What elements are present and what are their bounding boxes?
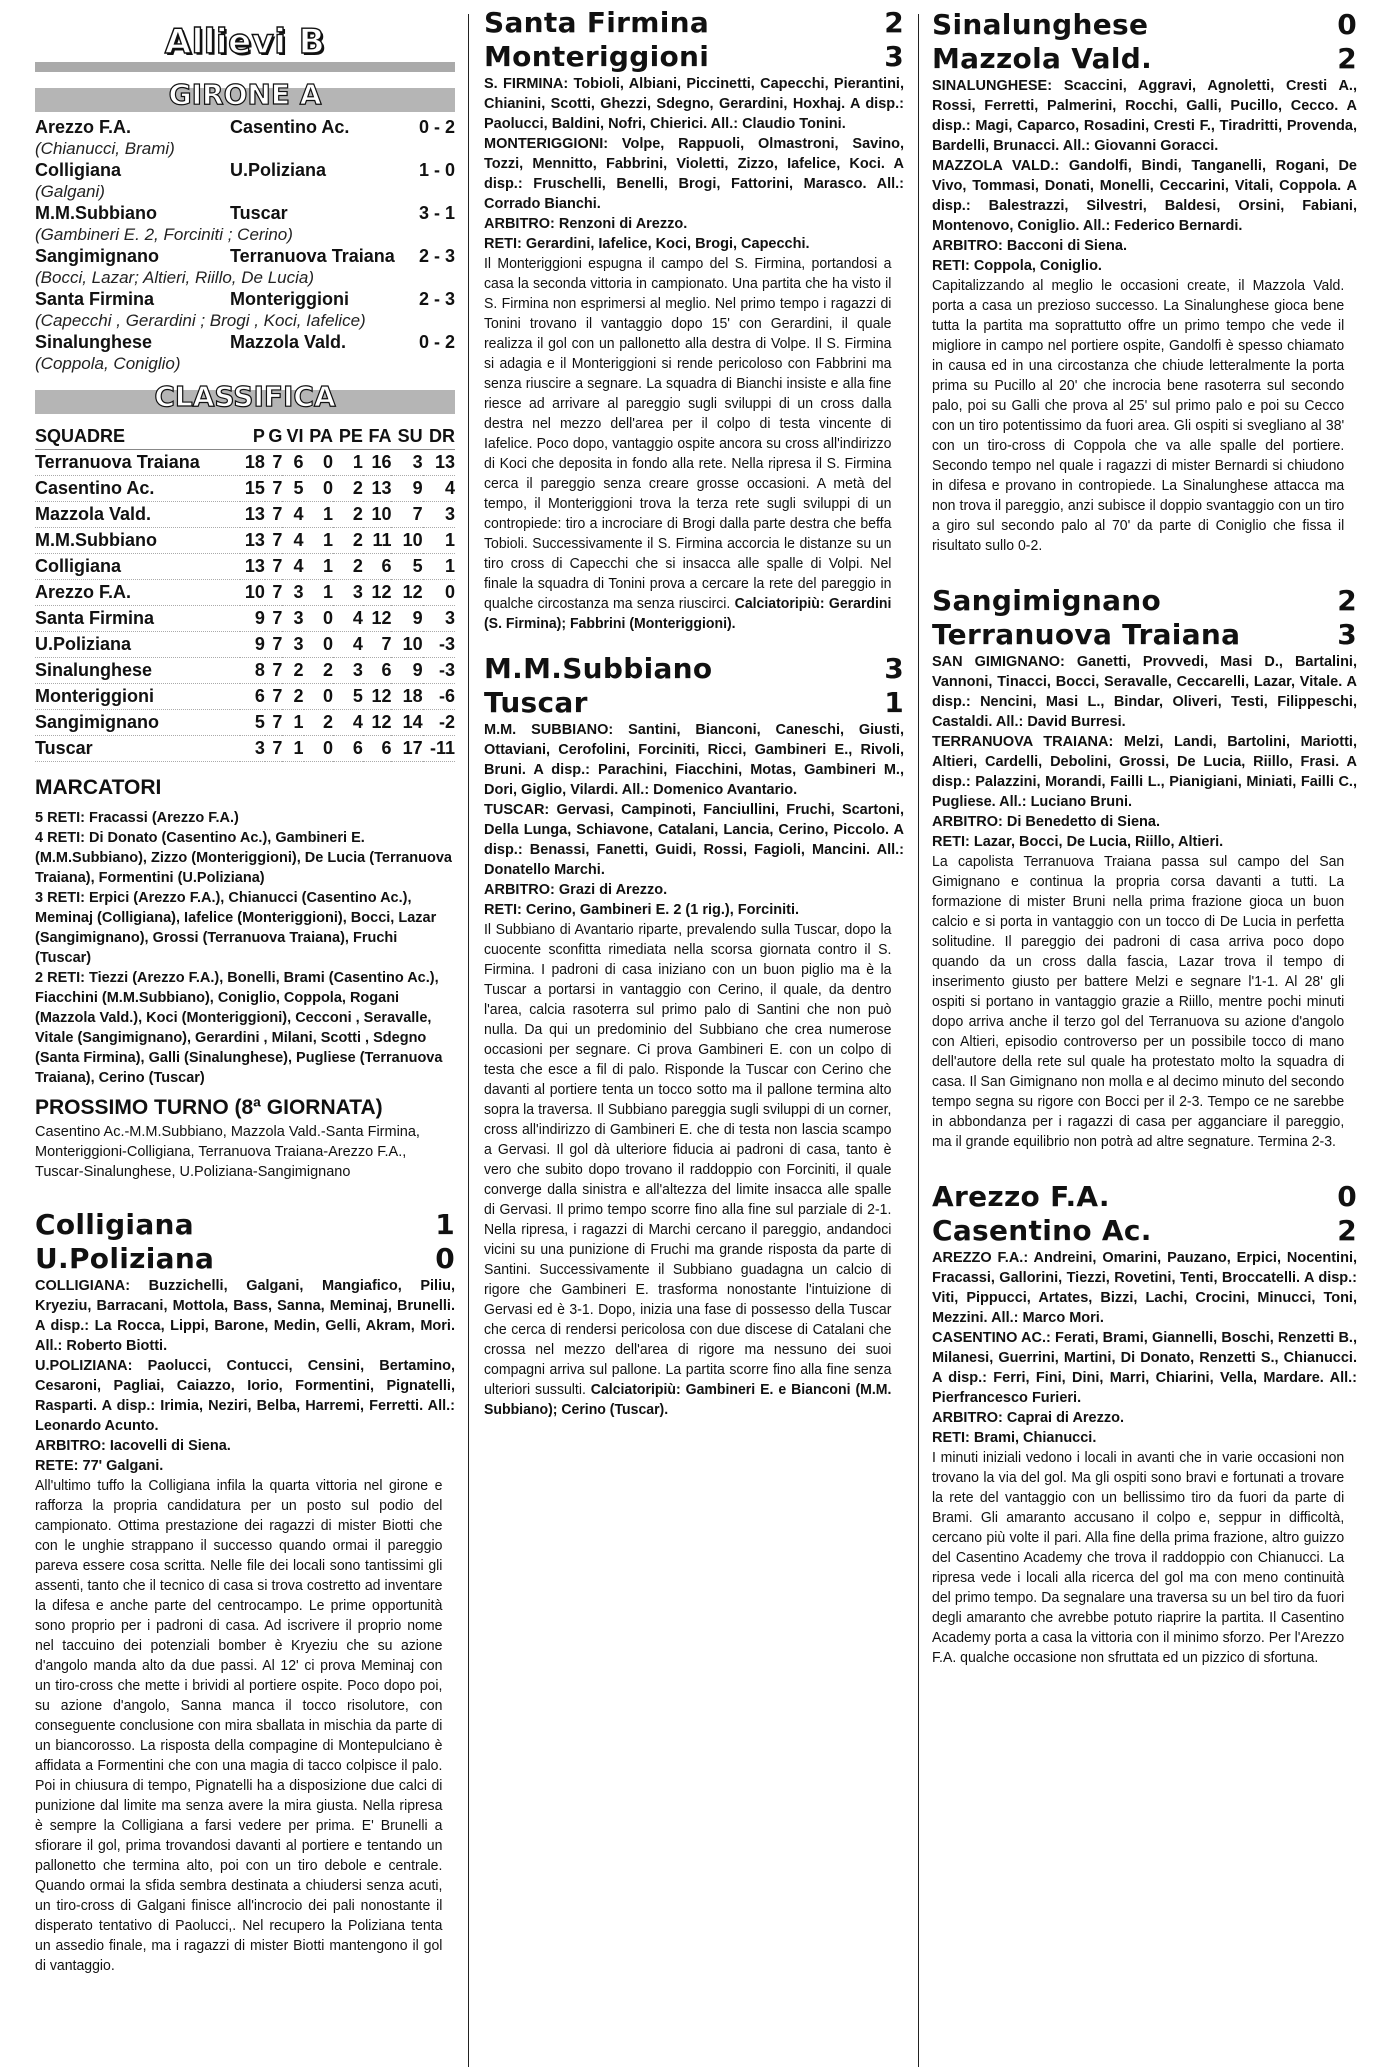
- table-cell: 12: [391, 580, 422, 606]
- standings-header-cell: PA: [304, 424, 333, 450]
- table-cell: 13: [240, 502, 265, 528]
- table-cell: Tuscar: [35, 736, 240, 762]
- table-cell: Colligiana: [35, 554, 240, 580]
- table-cell: 5: [333, 684, 363, 710]
- table-cell: 3: [282, 580, 303, 606]
- calciatori-label: Calciatoripiù:: [590, 1382, 681, 1398]
- table-cell: 7: [265, 658, 282, 684]
- marcatori-title: MARCATORI: [35, 776, 162, 799]
- home-lineup: SINALUNGHESE: Scaccini, Aggravi, Agnoletti, Cresti A., Rossi, Ferretti, Palmerini, Rocchi, Galli, Pucillo, Cecco. A disp.: Magi, Caparco, Rosadini, Cresti F., Tiradritti, Provenda, Bardelli, Brunacci. All.: Giovanni Goracci.: [932, 78, 1357, 154]
- referee: ARBITRO: Renzoni di Arezzo.: [484, 216, 688, 232]
- table-row: [35, 528, 455, 554]
- table-cell: Mazzola Vald.: [35, 502, 240, 528]
- table-row: [35, 450, 455, 476]
- match-arezzo: [932, 1180, 1357, 1668]
- table-cell: Arezzo F.A.: [35, 580, 240, 606]
- report-text: Capitalizzando al meglio le occasioni create, il Mazzola Vald. porta a casa un prezioso successo. La Sinalunghese gioca bene tutta la partita ma soprattutto offre un primo tempo che vede il migliore in campo nel portiere ospite, Gandolfi è spesso chiamato in causa ed in una circostanza che chiude letteralmente la porta prima su Pucillo al 20' che incrocia bene rasoterra sul secondo palo, poi su Galli che prova al 25' sul primo palo e poi su Cecco con un tiro potentissimo da fuori area. Gli ospiti si svegliano al 38' con un tiro-cross di Coppola che va alle spalle del portiere. Secondo tempo nel quale i ragazzi di mister Bernardi si chiudono in difesa e provano in contropiede. La Sinalunghese attacca ma non trova il pareggio, anzi subisce il doppio svantaggio con un tiro a giro sul secondo palo al 70' da parte di Coniglio che fissa il risultato sullo 0-2.: [932, 278, 1345, 554]
- result-score: 3 - 1: [418, 203, 455, 223]
- standings-header-cell: FA: [363, 424, 392, 450]
- table-cell: 1: [304, 528, 333, 554]
- classifica-banner: [35, 380, 455, 418]
- marcatori-line: 3 RETI: Erpici (Arezzo F.A.), Chianucci (Casentino Ac.), Meminaj (Colligiana), Iafelice (Monteriggioni), Bocci, Lazar (Sangimignano), Grossi (Terranuova Traiana), Fruchi (Tuscar): [35, 890, 437, 966]
- table-cell: 12: [363, 710, 392, 736]
- standings-header-cell: G: [265, 424, 282, 450]
- table-cell: 3: [333, 658, 363, 684]
- result-row: [35, 116, 455, 138]
- table-cell: 2: [333, 502, 363, 528]
- result-score: 2 - 3: [418, 246, 455, 266]
- goals: RETI: Gerardini, Iafelice, Koci, Brogi, Capecchi.: [484, 236, 810, 252]
- match-sangimignano: [932, 584, 1357, 1152]
- prossimo-title: PROSSIMO TURNO (8ª GIORNATA): [35, 1096, 383, 1119]
- home-team: Sinalunghese: [932, 8, 1149, 41]
- table-cell: 7: [265, 502, 282, 528]
- home-score: 1: [435, 1208, 455, 1241]
- table-cell: 1: [304, 554, 333, 580]
- table-cell: 4: [333, 606, 363, 632]
- table-cell: 9: [240, 606, 265, 632]
- away-score: 2: [1337, 42, 1357, 75]
- table-cell: 4: [282, 554, 303, 580]
- match-away-row: [932, 618, 1357, 652]
- standings-header-cell: DR: [423, 424, 455, 450]
- match-report: [932, 1448, 1344, 1668]
- column-right: [932, 0, 1357, 2067]
- result-row: [35, 331, 455, 353]
- table-cell: 0: [304, 736, 333, 762]
- standings-header-cell: SU: [391, 424, 422, 450]
- home-team: Sangimignano: [932, 584, 1162, 617]
- title-underline: [35, 62, 455, 72]
- table-cell: 9: [391, 658, 422, 684]
- home-team: Arezzo F.A.: [932, 1180, 1110, 1213]
- table-cell: Casentino Ac.: [35, 476, 240, 502]
- table-cell: 13: [363, 476, 392, 502]
- table-cell: 2: [333, 476, 363, 502]
- match-sinalunghese: [932, 8, 1357, 556]
- table-cell: 10: [363, 502, 392, 528]
- result-score: 1 - 0: [418, 160, 455, 180]
- match-colligiana: [35, 1208, 455, 1976]
- result-home: Colligiana: [35, 160, 122, 180]
- result-row: [35, 245, 455, 267]
- table-cell: Monteriggioni: [35, 684, 240, 710]
- marcatori-line: 5 RETI: Fracassi (Arezzo F.A.): [35, 810, 239, 826]
- away-team: Monteriggioni: [484, 40, 710, 73]
- home-score: 2: [1337, 584, 1357, 617]
- table-cell: 6: [282, 450, 303, 476]
- table-cell: 9: [391, 606, 422, 632]
- table-cell: -11: [423, 736, 455, 762]
- table-cell: 3: [333, 580, 363, 606]
- match-away-row: [932, 1214, 1357, 1248]
- standings-header-cell: PE: [333, 424, 363, 450]
- table-cell: 7: [265, 450, 282, 476]
- table-cell: 6: [363, 736, 392, 762]
- result-scorers: (Coppola, Coniglio): [35, 354, 181, 373]
- marcatori-line: 2 RETI: Tiezzi (Arezzo F.A.), Bonelli, Brami (Casentino Ac.), Fiacchini (M.M.Subbiano), Coniglio, Coppola, Rogani (Mazzola Vald.), Koci (Monteriggioni), Cecconi , Seravalle, Vitale (Sangimignano), Gerardini , Milani, Scotti , Sdegno (Santa Firmina), Galli (Sinalunghese), Pugliese (Terranuova Traiana), Cerino (Tuscar): [35, 970, 443, 1086]
- match-report: [484, 254, 891, 634]
- result-score: 0 - 2: [418, 117, 455, 137]
- away-score: 3: [1337, 618, 1357, 651]
- table-cell: 10: [240, 580, 265, 606]
- result-scorers: (Gambineri E. 2, Forciniti ; Cerino): [35, 225, 293, 244]
- table-cell: -3: [423, 658, 455, 684]
- standings-header-cell: SQUADRE: [35, 424, 240, 450]
- table-cell: 1: [333, 450, 363, 476]
- match-subbiano: [484, 652, 904, 1420]
- table-cell: 6: [363, 554, 392, 580]
- home-score: 2: [884, 6, 904, 39]
- result-score: 2 - 3: [418, 289, 455, 309]
- referee: ARBITRO: Iacovelli di Siena.: [35, 1438, 231, 1454]
- away-score: 3: [884, 40, 904, 73]
- goals: RETI: Lazar, Bocci, De Lucia, Riillo, Altieri.: [932, 834, 1224, 850]
- result-score: 0 - 2: [418, 332, 455, 352]
- table-cell: 0: [304, 606, 333, 632]
- match-away-row: [932, 42, 1357, 76]
- table-cell: 4: [333, 710, 363, 736]
- table-cell: 14: [391, 710, 422, 736]
- home-lineup: S. FIRMINA: Tobioli, Albiani, Piccinetti, Capecchi, Pierantini, Chianini, Scotti, Ghezzi, Sdegno, Gerardini, Hoxhaj. A disp.: Paolucci, Baldini, Nofri, Chierici. All.: Claudio Tonini.: [484, 76, 904, 132]
- section-title-box: [35, 22, 455, 62]
- result-scorers: (Bocci, Lazar; Altieri, Riillo, De Lucia): [35, 268, 315, 287]
- away-lineup: TUSCAR: Gervasi, Campinoti, Fanciullini, Fruchi, Scartoni, Della Lunga, Schiavone, Catalani, Lancia, Cerino, Piccolo. A disp.: Benassi, Fanetti, Guidi, Rossi, Fagioli, Mancini. All.: Donatello Marchi.: [484, 802, 904, 878]
- result-away: U.Poliziana: [230, 160, 327, 180]
- table-row: [35, 632, 455, 658]
- away-lineup: TERRANUOVA TRAIANA: Melzi, Landi, Bartolini, Mariotti, Altieri, Cardelli, Debolini, Grossi, De Lucia, Riillo, Frasi. A disp.: Palazzini, Morandi, Failli L., Pianigiani, Miniati, Failli C., Pugliese. All.: Luciano Bruni.: [932, 734, 1357, 810]
- home-lineup: COLLIGIANA: Buzzichelli, Galgani, Mangiafico, Piliu, Kryeziu, Barracani, Mottola, Bass, Sanna, Meminaj, Brunelli. A disp.: La Rocca, Lippi, Barone, Medin, Gelli, Akram, Mori. All.: Roberto Biotti.: [35, 1278, 455, 1354]
- away-score: 2: [1337, 1214, 1357, 1247]
- table-cell: -2: [423, 710, 455, 736]
- table-cell: 1: [304, 502, 333, 528]
- report-text: I minuti iniziali vedono i locali in avanti che in varie occasioni non trovano la via del gol. Ma gli ospiti sono bravi e fortunati a trovare la rete del vantaggio con un bellissimo tiro da fuori da parte di Brami. Gli amaranto accusano il colpo e, seppur in difficoltà, cercano più volte il pari. Alla fine della prima frazione, altro guizzo del Casentino Academy che trova il raddoppio con Chianucci. La ripresa vede i locali alla ricerca del gol ma con meno continuità del primo tempo. Da segnalare una traversa su un bel tiro da fuori degli amaranto che avrebbe potuto riaprire la partita. Il Casentino Academy porta a casa la vittoria con il minimo sforzo. Per l'Arezzo F.A. qualche occasione non sfruttata ed un pizzico di sfortuna.: [932, 1450, 1345, 1666]
- table-row: [35, 684, 455, 710]
- away-team: Mazzola Vald.: [932, 42, 1153, 75]
- away-team: U.Poliziana: [35, 1242, 215, 1275]
- table-cell: Terranuova Traiana: [35, 450, 240, 476]
- table-cell: Sangimignano: [35, 710, 240, 736]
- table-cell: 9: [240, 632, 265, 658]
- home-team: M.M.Subbiano: [484, 652, 713, 685]
- match-home-row: [35, 1208, 455, 1242]
- away-lineup: MONTERIGGIONI: Volpe, Rappuoli, Olmastroni, Savino, Tozzi, Mennitto, Fabbrini, Violetti, Zizzo, Iafelice, Koci. A disp.: Fruschelli, Benelli, Brogi, Fattorini, Marasco. All.: Corrado Bianchi.: [484, 136, 904, 212]
- home-team: Colligiana: [35, 1208, 194, 1241]
- result-away: Casentino Ac.: [230, 117, 350, 137]
- result-row: [35, 202, 455, 224]
- result-home: Sinalunghese: [35, 332, 153, 352]
- referee: ARBITRO: Caprai di Arezzo.: [932, 1410, 1125, 1426]
- results-list: [35, 116, 455, 374]
- home-score: 3: [884, 652, 904, 685]
- marcatori-list: [35, 808, 455, 1088]
- table-cell: 0: [304, 684, 333, 710]
- match-home-row: [932, 8, 1357, 42]
- match-report: [35, 1476, 442, 1976]
- table-cell: 3: [391, 450, 422, 476]
- classifica-title: CLASSIFICA: [154, 380, 336, 413]
- table-cell: 9: [391, 476, 422, 502]
- away-team: Terranuova Traiana: [932, 618, 1241, 651]
- table-cell: -6: [423, 684, 455, 710]
- table-cell: M.M.Subbiano: [35, 528, 240, 554]
- referee: ARBITRO: Grazi di Arezzo.: [484, 882, 668, 898]
- table-cell: U.Poliziana: [35, 632, 240, 658]
- table-cell: 4: [282, 528, 303, 554]
- away-score: 1: [884, 686, 904, 719]
- table-cell: 1: [282, 736, 303, 762]
- table-cell: 7: [265, 632, 282, 658]
- standings-header-cell: P: [240, 424, 265, 450]
- calciatori-label: Calciatoripiù:: [734, 596, 825, 612]
- table-cell: 3: [423, 606, 455, 632]
- report-text: Il Subbiano di Avantario riparte, prevalendo sulla Tuscar, dopo la cuocente sconfitta rimediata nella scorsa giornata contro il S. Firmina. I padroni di casa iniziano con un buon piglio ma è la Tuscar a portarsi in vantaggio con Cerino, il quale, da dentro l'area, calcia rasoterra sul primo palo di Santini che non può nulla. Da qui un predominio del Subbiano che crea numerose occasioni per segnare. Ci prova Gambineri E. con un colpo di testa che esce a fil di palo. Risponde la Tuscar con Cerino che davanti al portiere tenta un tocco sotto ma il pallone termina alto sopra la traversa. Il Subbiano pareggia sugli sviluppi di un corner, cross all'indirizzo di Gambineri E. che di testa non lascia scampo a Gervasi. Il gol dà ulteriore fiducia ai padroni di casa, tanto è vero che subito dopo trovano il raddoppio con Forciniti, il quale converge dalla sinistra e all'altezza del limite insacca alle spalle di Gervasi. Il primo tempo scorre fino alla fine sul parziale di 2-1. Nella ripresa, i ragazzi di Marchi cercano il pareggio, andandoci vicini su una punizione di Fruchi ma grande risposta da parte di Santini. Successivamente il Subbiano guadagna un calcio di rigore che Gambineri E. trasforma nonostante l'intuizione di Gervasi ed è 3-1. Dopo, inizia una fase di possesso della Tuscar che cerca di rendersi pericolosa con due discese di Catalani che crossa nel mezzo dell'area di rigore ma nessuno dei suoi compagni arriva sul pallone. La partita scorre fino alla fine senza ulteriori sussulti.: [484, 922, 892, 1398]
- away-score: 0: [435, 1242, 455, 1275]
- result-row: [35, 159, 455, 181]
- home-team: Santa Firmina: [484, 6, 710, 39]
- table-cell: 5: [240, 710, 265, 736]
- table-cell: 1: [423, 528, 455, 554]
- table-cell: 15: [240, 476, 265, 502]
- home-lineup: SAN GIMIGNANO: Ganetti, Provvedi, Masi D., Bartalini, Vannoni, Tinacci, Bocci, Seravalle, Ceccarelli, Lazar, Vitale. A disp.: Nencini, Masi L., Bindar, Oliveri, Testi, Filippeschi, Castaldi. All.: David Burresi.: [932, 654, 1357, 730]
- table-cell: 7: [265, 528, 282, 554]
- table-cell: 3: [240, 736, 265, 762]
- table-cell: 13: [240, 528, 265, 554]
- table-cell: 5: [282, 476, 303, 502]
- table-cell: 13: [423, 450, 455, 476]
- table-cell: 12: [363, 580, 392, 606]
- table-cell: Sinalunghese: [35, 658, 240, 684]
- match-report: [484, 920, 891, 1420]
- table-cell: 18: [391, 684, 422, 710]
- table-cell: 10: [391, 528, 422, 554]
- table-cell: 1: [304, 580, 333, 606]
- table-row: [35, 502, 455, 528]
- standings-table: [35, 424, 455, 762]
- match-away-row: [484, 686, 904, 720]
- table-row: [35, 580, 455, 606]
- report-text: Il Monteriggioni espugna il campo del S. Firmina, portandosi a casa la seconda vittoria in campionato. Una partita che ha visto il S. Firmina non esprimersi al meglio. Nel primo tempo i ragazzi di Tonini trovano il vantaggio dopo 15' con Gerardini, il quale realizza il gol con un pallonetto alla destra di Volpe. Il S. Firmina si adagia e il Monteriggioni si rende pericoloso con Fabbrini ma senza riuscire a segnare. La squadra di Bianchi insiste e alla fine riesce ad arrivare al pareggio sugli sviluppi di un cross dalla destra nel mezzo dell'area per il colpo di testa vincente di Iafelice. Poco dopo, vantaggio ospite ancora su cross all'indirizzo di Koci che deposita in fondo alla rete. Nella ripresa il S. Firmina cerca il pareggio senza creare grosse occasioni. A metà del tempo, il Monteriggioni trova la terza rete sugli sviluppi di un contropiede: tiro a incrociare di Brogi dalla parte destra che beffa Tobioli. Successivamente il S. Firmina accorcia le distanze su un tiro cross di Capecchi che si insacca alle spalle di Volpi. Nel finale la squadra di Tonini prova a cercare la rete del pareggio in qualche circostanza ma senza riuscirci.: [484, 256, 892, 612]
- result-away: Tuscar: [230, 203, 288, 223]
- away-team: Casentino Ac.: [932, 1214, 1152, 1247]
- table-cell: 7: [265, 736, 282, 762]
- table-cell: 4: [333, 632, 363, 658]
- match-report: [932, 852, 1344, 1152]
- table-cell: 7: [265, 554, 282, 580]
- table-cell: 0: [304, 476, 333, 502]
- goals: RETE: 77' Galgani.: [35, 1458, 164, 1474]
- match-home-row: [932, 584, 1357, 618]
- column-left: [35, 0, 455, 2067]
- girone-title: GIRONE A: [168, 78, 322, 111]
- report-text: All'ultimo tuffo la Colligiana infila la quarta vittoria nel girone e rafforza la propria candidatura per un posto sul podio del campionato. Ottima prestazione dei ragazzi di mister Biotti che con le unghie strappano il successo quando ormai il pareggio pareva essere cosa scritta. Nelle file dei locali sono tantissimi gli assenti, tanto che il tecnico di casa si trova costretto ad inventare la difesa e anche parte del centrocampo. Le prime opportunità sono proprio per i padroni di casa. Ad iscrivere il proprio nome nel taccuino dei potenziali bomber è Kryeziu che su azione d'angolo manda alto da due passi. Al 12' ci prova Meminaj con un tiro-cross che mette i brividi al portiere ospite. Poco dopo poi, su azione d'angolo, Sanna manca il tocco risolutore, con conseguente conclusione con mira sballata in mischia da parte di un biancorosso. La risposta della compagine di Montepulciano è affidata a Formentini che con una magia di tacco colpisce il palo. Poi in chiusura di tempo, Pignatelli ha a disposizione due calci di punizione dal limite ma senza avere la mira giusta. Nella ripresa è sempre la Colligiana a farsi vedere per prima. E' Brunelli a sfiorare il gol, prima trovandosi davanti al portiere e tentando un pallonetto che termina alto, poi con un tiro debole e centrale. Quando ormai la sfida sembra destinata a chiudersi senza acuti, un tiro-cross di Galgani finisce all'incrocio dei pali nonostante il disperato tentativo di Paolucci,. Nel recupero la Poliziana tenta un assedio finale, ma i ragazzi di mister Biotti mantengono il gol di vantaggio.: [35, 1478, 443, 1974]
- table-cell: 6: [240, 684, 265, 710]
- table-cell: 11: [363, 528, 392, 554]
- table-cell: 0: [304, 450, 333, 476]
- goals: RETI: Coppola, Coniglio.: [932, 258, 1102, 274]
- table-cell: 2: [333, 554, 363, 580]
- table-cell: 3: [282, 632, 303, 658]
- table-cell: 10: [391, 632, 422, 658]
- marcatori-line: 4 RETI: Di Donato (Casentino Ac.), Gambineri E. (M.M.Subbiano), Zizzo (Monteriggioni), De Lucia (Terranuova Traiana), Formentini (U.Poliziana): [35, 830, 452, 886]
- result-away: Mazzola Vald.: [230, 332, 347, 352]
- table-cell: 3: [282, 606, 303, 632]
- home-score: 0: [1337, 8, 1357, 41]
- match-home-row: [932, 1180, 1357, 1214]
- table-cell: 18: [240, 450, 265, 476]
- table-cell: 2: [304, 710, 333, 736]
- table-cell: 12: [363, 606, 392, 632]
- page-title: Allievi B: [164, 22, 326, 62]
- table-row: [35, 710, 455, 736]
- table-cell: 6: [333, 736, 363, 762]
- girone-banner: [35, 78, 455, 116]
- home-lineup: AREZZO F.A.: Andreini, Omarini, Pauzano, Erpici, Nocentini, Fracassi, Gallorini, Tiezzi, Rovetini, Tenti, Broccatelli. A disp.: Viti, Pippucci, Artates, Bizzi, Lachi, Crocini, Minucci, Toni, Mezzini. All.: Marco Mori.: [932, 1250, 1357, 1326]
- result-home: Sangimignano: [35, 246, 160, 266]
- table-cell: 1: [423, 554, 455, 580]
- column-middle: [484, 0, 904, 2067]
- prossimo-text: Casentino Ac.-M.M.Subbiano, Mazzola Vald.-Santa Firmina, Monteriggioni-Colligiana, Terranuova Traiana-Arezzo F.A., Tuscar-Sinalunghese, U.Poliziana-Sangimignano: [35, 1124, 420, 1180]
- away-team: Tuscar: [484, 686, 588, 719]
- result-home: M.M.Subbiano: [35, 203, 157, 223]
- table-cell: 0: [304, 632, 333, 658]
- table-cell: 2: [333, 528, 363, 554]
- table-cell: 17: [391, 736, 422, 762]
- table-cell: 7: [265, 710, 282, 736]
- table-cell: 2: [304, 658, 333, 684]
- match-home-row: [484, 652, 904, 686]
- table-row: [35, 736, 455, 762]
- table-cell: 7: [265, 606, 282, 632]
- standings-header-cell: VI: [282, 424, 303, 450]
- home-score: 0: [1337, 1180, 1357, 1213]
- calciatori-text: Gerardini (S. Firmina); Fabbrini (Monteriggioni).: [484, 596, 892, 632]
- table-cell: 2: [282, 684, 303, 710]
- home-lineup: M.M. SUBBIANO: Santini, Bianconi, Caneschi, Giusti, Ottaviani, Cerofolini, Forciniti, Ricci, Gambineri E., Rivoli, Bruni. A disp.: Parachini, Fiacchini, Motas, Gambineri M., Dori, Giglio, Vilardi. All.: Domenico Avantario.: [484, 722, 904, 798]
- result-home: Arezzo F.A.: [35, 117, 132, 137]
- result-scorers: (Galgani): [35, 182, 105, 201]
- match-away-row: [484, 40, 904, 74]
- table-cell: 5: [391, 554, 422, 580]
- report-text: La capolista Terranuova Traiana passa sul campo del San Gimignano e continua la propria corsa davanti a tutti. La formazione di mister Bruni nella prima frazione gioca un buon calcio e si porta in vantaggio con un tocco di De Lucia in perfetta solitudine. Il pareggio dei padroni di casa arriva poco dopo quando da un cross dalla fascia, Lazar trova il tempo di inserimento giusto per battere Melzi e segnare l'1-1. Al 28' gli ospiti si portano in vantaggio grazie a Riillo, mentre pochi minuti dopo arriva anche il terzo gol del Terranuova su azione d'angolo con Altieri, episodio controverso per un possibile tocco di mano dell'autore della rete sul quale ha protestato molto la squadra di casa. Il San Gimignano non molla e al decimo minuto del secondo tempo segna su rigore con Bocci per il 2-3. Tempo ce ne sarebbe in abbondanza per i ragazzi di casa per agganciare il pareggio, ma il grande equilibrio non potrà ad altre segnature. Termina 2-3.: [932, 854, 1345, 1150]
- table-row: [35, 476, 455, 502]
- away-lineup: MAZZOLA VALD.: Gandolfi, Bindi, Tanganelli, Rogani, De Vivo, Tommasi, Donati, Monelli, Ceccarini, Vitali, Coppola. A disp.: Balestrazzi, Silvestri, Baldesi, Orsini, Fabiani, Montenovo, Coniglio. All.: Federico Bernardi.: [932, 158, 1357, 234]
- table-cell: 7: [265, 476, 282, 502]
- table-cell: 13: [240, 554, 265, 580]
- goals: RETI: Brami, Chianucci.: [932, 1430, 1097, 1446]
- table-cell: 3: [423, 502, 455, 528]
- table-cell: 1: [282, 710, 303, 736]
- table-cell: 8: [240, 658, 265, 684]
- match-firmina: [484, 6, 904, 634]
- referee: ARBITRO: Di Benedetto di Siena.: [932, 814, 1160, 830]
- table-cell: 16: [363, 450, 392, 476]
- table-cell: 7: [265, 580, 282, 606]
- table-cell: 6: [363, 658, 392, 684]
- calciatori-text: Gambineri E. e Bianconi (M.M. Subbiano); Cerino (Tuscar).: [484, 1382, 892, 1418]
- table-row: [35, 606, 455, 632]
- table-cell: 4: [282, 502, 303, 528]
- goals: RETI: Cerino, Gambineri E. 2 (1 rig.), Forciniti.: [484, 902, 800, 918]
- away-lineup: U.POLIZIANA: Paolucci, Contucci, Censini, Bertamino, Cesaroni, Pagliai, Caiazzo, Iorio, Formentini, Pignatelli, Rasparti. A disp.: Irimia, Neziri, Belba, Harremi, Ferretti. All.: Leonardo Acunto.: [35, 1358, 455, 1434]
- result-scorers: (Capecchi , Gerardini ; Brogi , Koci, Iafelice): [35, 311, 366, 330]
- table-cell: 12: [363, 684, 392, 710]
- table-row: [35, 554, 455, 580]
- result-home: Santa Firmina: [35, 289, 155, 309]
- result-away: Monteriggioni: [230, 289, 349, 309]
- match-report: [932, 276, 1344, 556]
- table-cell: 4: [423, 476, 455, 502]
- away-lineup: CASENTINO AC.: Ferati, Brami, Giannelli, Boschi, Renzetti B., Milanesi, Guerrini, Martini, Di Donato, Renzetti S., Chianucci. A disp.: Ferri, Fini, Dini, Marri, Chiarini, Vella, Mardare. All.: Pierfrancesco Furieri.: [932, 1330, 1357, 1406]
- table-cell: 7: [363, 632, 392, 658]
- match-away-row: [35, 1242, 455, 1276]
- result-away: Terranuova Traiana: [230, 246, 395, 266]
- table-cell: 7: [265, 684, 282, 710]
- table-cell: 7: [391, 502, 422, 528]
- table-cell: 0: [423, 580, 455, 606]
- table-row: [35, 658, 455, 684]
- table-cell: -3: [423, 632, 455, 658]
- result-scorers: (Chianucci, Brami): [35, 139, 175, 158]
- table-cell: Santa Firmina: [35, 606, 240, 632]
- table-cell: 2: [282, 658, 303, 684]
- result-row: [35, 288, 455, 310]
- match-home-row: [484, 6, 904, 40]
- referee: ARBITRO: Bacconi di Siena.: [932, 238, 1127, 254]
